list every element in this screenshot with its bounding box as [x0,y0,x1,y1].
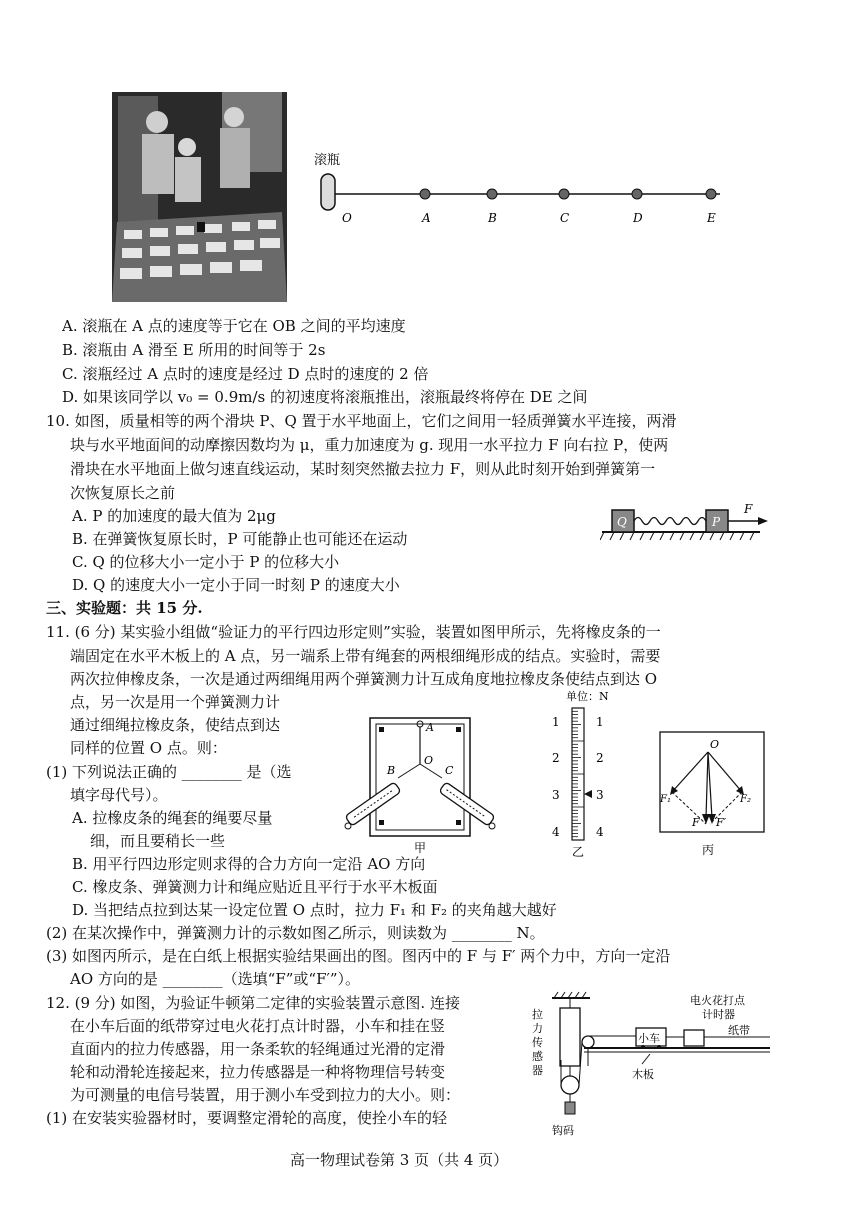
sensor-label-1: 拉 [532,1008,543,1021]
yi-unit: 单位：N [566,690,609,703]
page-footer: 高一物理试卷第 3 页（共 4 页） [290,1151,509,1169]
point-C: C [560,211,570,225]
q10-stem-line: 10. 如图，质量相等的两个滑块 P、Q 置于水平地面上，它们之间用一轻质弹簧水平连接，两滑 [46,412,677,430]
weight-label: 钩码 [552,1124,574,1137]
block-p-label: P [712,515,721,529]
timer-label-2: 计时器 [702,1008,735,1021]
point-D: D [633,211,643,225]
spring-blocks-diagram [600,498,770,542]
point-O: O [342,211,352,225]
q11-part2: (2) 在某次操作中，弹簧测力计的示数如图乙所示，则读数为 ________ N。 [46,924,545,942]
yi-tick-right-2: 2 [596,751,604,765]
q11-part3-cont: AO 方向的是 ________（选填“F”或“F′”）。 [70,970,361,988]
jia-point-b: B [387,764,396,777]
q11-stem-line: 通过细绳拉橡皮条，使结点到达 [70,716,281,734]
q10-option-c: C. Q 的位移大小一定小于 P 的位移大小 [72,553,340,571]
q10-stem-line: 块与水平地面间的动摩擦因数均为 μ，重力加速度为 g. 现用一水平拉力 F 向右拉 P，使两 [70,436,669,454]
q12-stem-line: 为可测量的电信号装置，用于测小车受到拉力的大小。则： [70,1086,461,1104]
sensor-label-4: 感 [532,1050,543,1063]
q11-part1-line: 填字母代号）。 [70,786,168,804]
bing-fprime: F′ [716,816,727,829]
rolling-bottle-photo [112,92,287,302]
q12-stem-line: 在小车后面的纸带穿过电火花打点计时器，小车和挂在竖 [70,1017,446,1035]
q11-option-c: C. 橡皮条、弹簧测力计和绳应贴近且平行于水平木板面 [72,878,438,896]
sensor-label-2: 力 [532,1022,543,1035]
tape-label: 纸带 [728,1024,750,1037]
jia-caption: 甲 [414,841,427,855]
yi-tick-left-1: 1 [552,715,560,729]
jia-point-o: O [424,754,434,767]
jia-point-c: C [445,764,454,777]
q11-stem-line: 两次拉伸橡皮条，一次是通过两细绳用两个弹簧测力计互成角度地拉橡皮条使结点到达 O [70,670,658,688]
force-f-label: F [744,502,753,516]
q10-option-a: A. P 的加速度的最大值为 2μg [72,507,276,525]
yi-tick-right-3: 3 [596,788,604,802]
q10-option-d: D. Q 的速度大小一定小于同一时刻 P 的速度大小 [72,576,400,594]
jia-point-a: A [426,721,434,734]
q11-stem-line: 端固定在水平木板上的 A 点，另一端系上带有绳套的两根细绳形成的结点。实验时，需要 [70,647,661,665]
point-B: B [488,211,497,225]
cart-label: 小车 [638,1032,660,1045]
q11-option-d: D. 当把结点拉到达某一设定位置 O 点时，拉力 F₁ 和 F₂ 的夹角越大越好 [72,901,557,919]
point-A: A [422,211,431,225]
q11-option-b: B. 用平行四边形定则求得的合力方向一定沿 AO 方向 [72,855,426,873]
block-q-label: Q [617,515,627,529]
q11-option-a: A. 拉橡皮条的绳套的绳要尽量 [72,809,273,827]
q9-option-d: D. 如果该同学以 v₀ = 0.9m/s 的初速度将滚瓶推出，滚瓶最终将停在 DE 之间 [62,388,588,406]
q11-part3: (3) 如图丙所示，是在白纸上根据实验结果画出的图。图丙中的 F 与 F′ 两个力中，方向一定沿 [46,947,671,965]
q10-option-b: B. 在弹簧恢复原长时，P 可能静止也可能还在运动 [72,530,408,548]
board-label: 木板 [632,1068,654,1081]
bing-f2: F₂ [740,794,751,805]
timer-label-1: 电火花打点 [690,994,745,1007]
q9-option-a: A. 滚瓶在 A 点的速度等于它在 OB 之间的平均速度 [62,317,406,335]
yi-caption: 乙 [572,845,585,859]
yi-tick-left-3: 3 [552,788,560,802]
q12-stem-line: 直面内的拉力传感器，用一条柔软的轻绳通过光滑的定滑 [70,1040,446,1058]
bottle-label: 滚瓶 [314,153,341,168]
bing-caption: 丙 [702,843,715,857]
bing-f1: F₁ [660,794,671,805]
q9-option-c: C. 滚瓶经过 A 点时的速度是经过 D 点时的速度的 2 倍 [62,365,429,383]
q10-stem-line: 滑块在水平地面上做匀速直线运动，某时刻突然撤去拉力 F，则从此时刻开始到弹簧第一 [70,460,656,478]
q11-stem-line: 同样的位置 O 点。则： [70,739,227,757]
yi-tick-right-1: 1 [596,715,604,729]
newton-second-law-apparatus [530,990,770,1140]
q10-stem-line: 次恢复原长之前 [70,484,176,502]
bottle-track-diagram [310,150,730,230]
sensor-label-5: 器 [532,1064,543,1077]
point-E: E [707,211,716,225]
q11-option-a-cont: 细，而且要稍长一些 [90,832,226,850]
q11-stem-line: 11. (6 分) 某实验小组做“验证力的平行四边形定则”实验，装置如图甲所示，先将橡皮条的一 [46,623,661,641]
figure-jia [340,716,500,856]
bing-f: F [692,816,700,829]
bottle-shape [321,174,335,210]
figure-yi [548,686,638,860]
q12-stem-line: 轮和动滑轮连接起来，拉力传感器是一种将物理信号转变 [70,1063,446,1081]
bing-point-o: O [710,738,720,751]
q11-part1-line: (1) 下列说法正确的 ________ 是（选 [46,763,292,781]
yi-tick-left-2: 2 [552,751,560,765]
q11-stem-line: 点，另一次是用一个弹簧测力计 [70,693,281,711]
section-heading: 三、实验题：共 15 分. [46,599,203,617]
yi-tick-left-4: 4 [552,825,560,839]
q9-option-b: B. 滚瓶由 A 滑至 E 所用的时间等于 2s [62,341,326,359]
yi-tick-right-4: 4 [596,825,604,839]
figure-bing [658,730,768,860]
q12-part1: (1) 在安装实验器材时，要调整定滑轮的高度，使拴小车的轻 [46,1109,448,1127]
q12-stem-line: 12. (9 分) 如图，为验证牛顿第二定律的实验装置示意图. 连接 [46,994,460,1012]
sensor-label-3: 传 [532,1036,543,1049]
